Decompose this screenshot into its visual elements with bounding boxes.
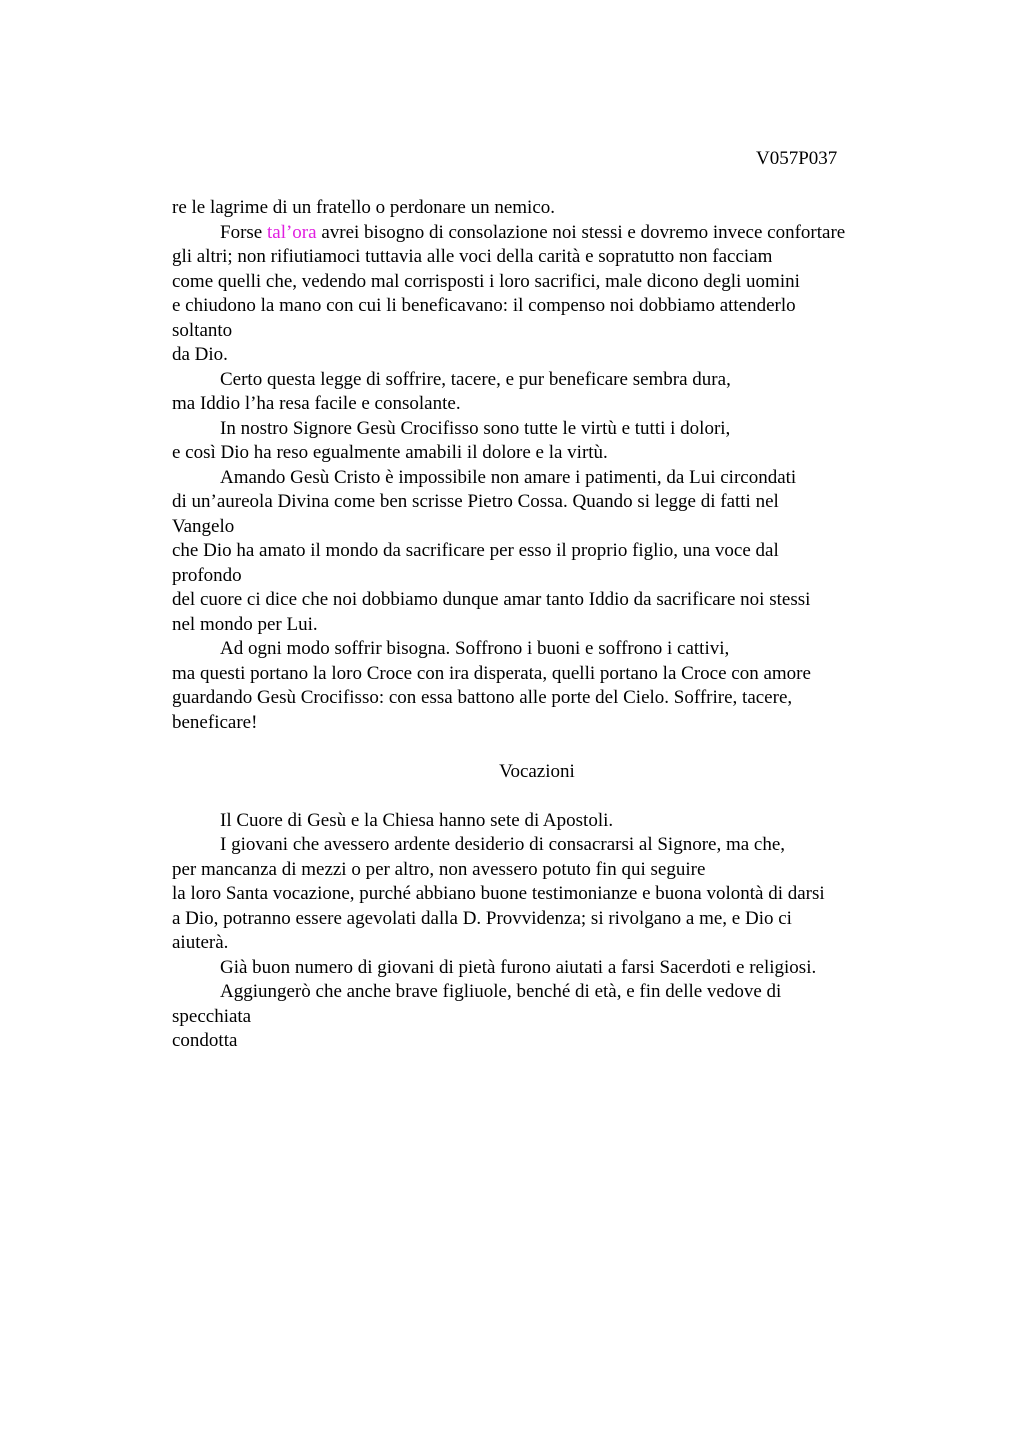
- paragraph-line: ma Iddio l’ha resa facile e consolante.: [172, 393, 461, 414]
- paragraph-line: a Dio, potranno essere agevolati dalla D. Provvidenza; si rivolgano a me, e Dio ci: [172, 907, 792, 929]
- paragraph-line: Già buon numero di giovani di pietà furono aiutati a farsi Sacerdoti e religiosi.: [220, 956, 817, 978]
- paragraph-line: In nostro Signore Gesù Crocifisso sono tutte le virtù e tutti i dolori,: [220, 417, 731, 439]
- paragraph-line: re le lagrime di un fratello o perdonare un nemico.: [172, 197, 556, 218]
- paragraph-line: I giovani che avessero ardente desiderio di consacrarsi al Signore, ma che,: [220, 834, 786, 855]
- paragraph-line: Amando Gesù Cristo è impossibile non amare i patimenti, da Lui circondati: [220, 466, 797, 488]
- page-reference: V057P037: [756, 148, 838, 169]
- paragraph-line: Ad ogni modo soffrir bisogna. Soffrono i buoni e soffrono i cattivi,: [220, 638, 730, 659]
- paragraph-line: la loro Santa vocazione, purché abbiano buone testimonianze e buona volontà di darsi: [172, 883, 825, 904]
- paragraph-line: aiuterà.: [172, 932, 229, 953]
- document-body: [172, 196, 932, 1054]
- highlighted-word: tal’ora: [266, 221, 317, 243]
- paragraph-line: ma questi portano la loro Croce con ira disperata, quelli portano la Croce con amore: [172, 662, 811, 684]
- paragraph-line: [172, 221, 932, 246]
- paragraph-line: per mancanza di mezzi o per altro, non avessero potuto fin qui seguire: [172, 858, 706, 880]
- paragraph-line: come quelli che, vedendo mal corrisposti i loro sacrifici, male dicono degli uomini: [172, 270, 800, 292]
- blank-line: [172, 735, 932, 760]
- paragraph-line: soltanto: [172, 319, 233, 341]
- text-span: Forse: [220, 221, 267, 243]
- paragraph-line: specchiata: [172, 1005, 252, 1027]
- paragraph-line: beneficare!: [172, 711, 258, 733]
- paragraph-line: Certo questa legge di soffrire, tacere, e pur beneficare sembra dura,: [220, 368, 731, 390]
- text-span: avrei bisogno di consolazione noi stessi e dovremo invece confortare: [316, 221, 846, 243]
- paragraph-line: e così Dio ha reso egualmente amabili il dolore e la virtù.: [172, 442, 608, 463]
- paragraph-line: da Dio.: [172, 344, 228, 365]
- paragraph-line: Vangelo: [172, 515, 235, 537]
- paragraph-line: che Dio ha amato il mondo da sacrificare per esso il proprio figlio, una voce dal: [172, 540, 779, 561]
- paragraph-line: Il Cuore di Gesù e la Chiesa hanno sete di Apostoli.: [220, 809, 614, 831]
- paragraph-line: guardando Gesù Crocifisso: con essa battono alle porte del Cielo. Soffrire, tacere,: [172, 687, 793, 708]
- paragraph-line: nel mondo per Lui.: [172, 613, 318, 635]
- paragraph-line: Aggiungerò che anche brave figliuole, benché di età, e fin delle vedove di: [220, 981, 782, 1002]
- blank-line: [172, 784, 932, 809]
- paragraph-line: gli altri; non rifiutiamoci tuttavia alle voci della carità e sopratutto non facciam: [172, 246, 773, 267]
- paragraph-line: profondo: [172, 564, 242, 586]
- paragraph-line: e chiudono la mano con cui li beneficavano: il compenso noi dobbiamo attenderlo: [172, 295, 796, 316]
- section-heading: Vocazioni: [499, 760, 575, 782]
- paragraph-line: del cuore ci dice che noi dobbiamo dunque amar tanto Iddio da sacrificare noi stessi: [172, 589, 811, 610]
- paragraph-line: di un’aureola Divina come ben scrisse Pietro Cossa. Quando si legge di fatti nel: [172, 491, 779, 512]
- paragraph-line: condotta: [172, 1030, 238, 1051]
